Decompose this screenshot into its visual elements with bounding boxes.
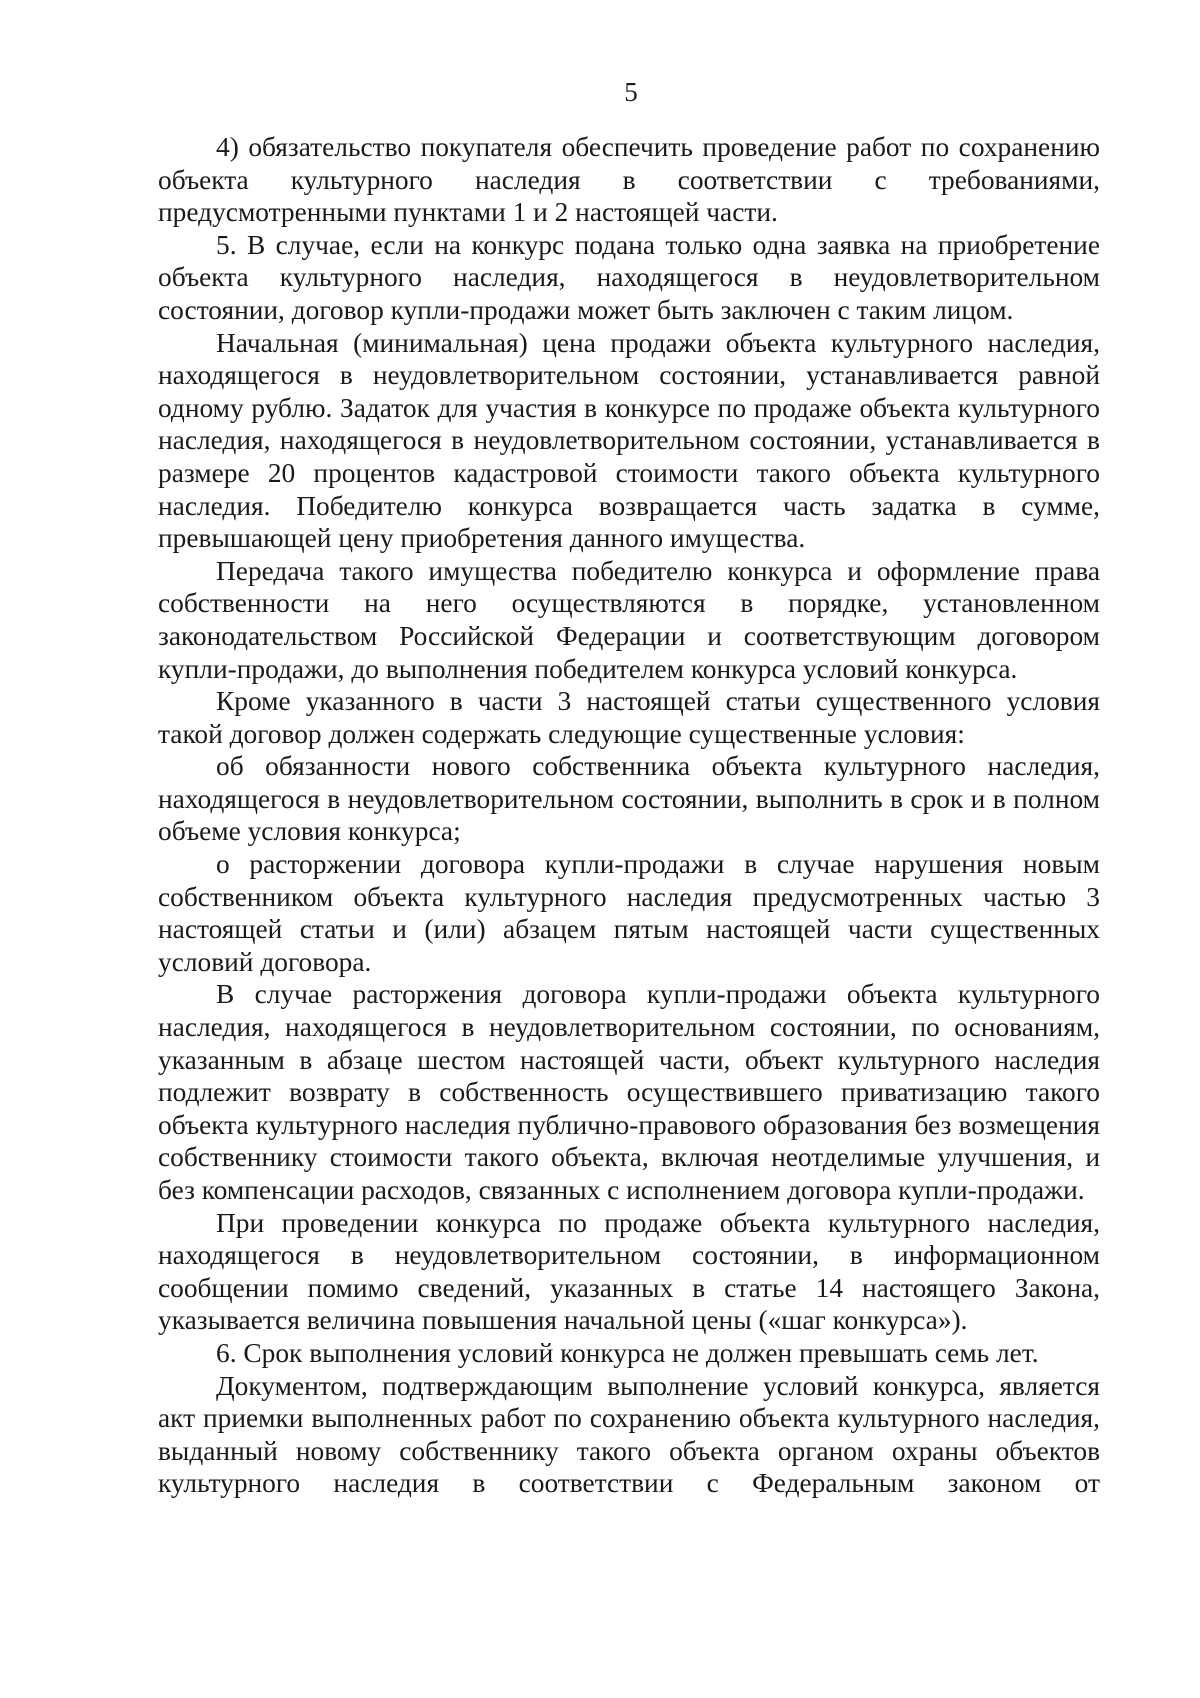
paragraph-term-6: 6. Срок выполнения условий конкурса не должен превышать семь лет. bbox=[216, 1337, 1039, 1368]
paragraph-completion-document: Документом, подтверждающим выполнение условий конкурса, является акт приемки выполненных работ по сохранению объекта культурного наследия, выданный новому собственнику такого объекта органом охраны объектов культурного наследия в соответствии с Федеральным законом от bbox=[158, 1370, 1100, 1499]
paragraph-owner-duty: об обязанности нового собственника объекта культурного наследия, находящегося в неудовлетворительном состоянии, выполнить в срок и в полном объеме условия конкурса; bbox=[158, 751, 1100, 847]
paragraph-property-transfer: Передача такого имущества победителю конкурса и оформление права собственности на него осуществляются в порядке, установленном законодательством Российской Федерации и соответствующим договором купли-продажи, до выполнения победителем конкурса условий конкурса. bbox=[158, 555, 1100, 684]
document-body bbox=[158, 131, 1100, 1500]
paragraph-termination-return: В случае расторжения договора купли-продажи объекта культурного наследия, находящегося в неудовлетворительном состоянии, по основаниям, указанным в абзаце шестом настоящей части, объект культурного наследия подлежит возврату в собственность осуществившего приватизацию такого объекта культурного наследия публично-правового образования без возмещения собственнику стоимости такого объекта, включая неотделимые улучшения, и без компенсации расходов, связанных с исполнением договора купли-продажи. bbox=[158, 979, 1100, 1205]
paragraph-essential-conditions: Кроме указанного в части 3 настоящей статьи существенного условия такой договор должен содержать следующие существенные условия: bbox=[158, 686, 1100, 749]
paragraph-contract-termination: о расторжении договора купли-продажи в случае нарушения новым собственником объекта культурного наследия предусмотренных частью 3 настоящей статьи и (или) абзацем пятым настоящей части существенных условий договора. bbox=[158, 849, 1100, 977]
paragraph-info-message: При проведении конкурса по продаже объекта культурного наследия, находящегося в неудовлетворительном состоянии, в информационном сообщении помимо сведений, указанных в статье 14 настоящего Закона, указывается величина повышения начальной цены («шаг конкурса»). bbox=[158, 1207, 1100, 1336]
page-number: 5 bbox=[624, 77, 638, 107]
paragraph-obligation-4: 4) обязательство покупателя обеспечить проведение работ по сохранению объекта культурного наследия в соответствии с требованиями, предусмотренными пунктами 1 и 2 настоящей части. bbox=[158, 132, 1100, 228]
paragraph-single-application-5: 5. В случае, если на конкурс подана только одна заявка на приобретение объекта культурного наследия, находящегося в неудовлетворительном состоянии, договор купли-продажи может быть заключен с таким лицом. bbox=[158, 229, 1100, 325]
paragraph-initial-price: Начальная (минимальная) цена продажи объекта культурного наследия, находящегося в неудовлетворительном состоянии, устанавливается равной одному рублю. Задаток для участия в конкурсе по продаже объекта культурного наследия, находящегося в неудовлетворительном состоянии, устанавливается в размере 20 процентов кадастровой стоимости такого объекта культурного наследия. Победителю конкурса возвращается часть задатка в сумме, превышающей цену приобретения данного имущества. bbox=[158, 327, 1100, 554]
